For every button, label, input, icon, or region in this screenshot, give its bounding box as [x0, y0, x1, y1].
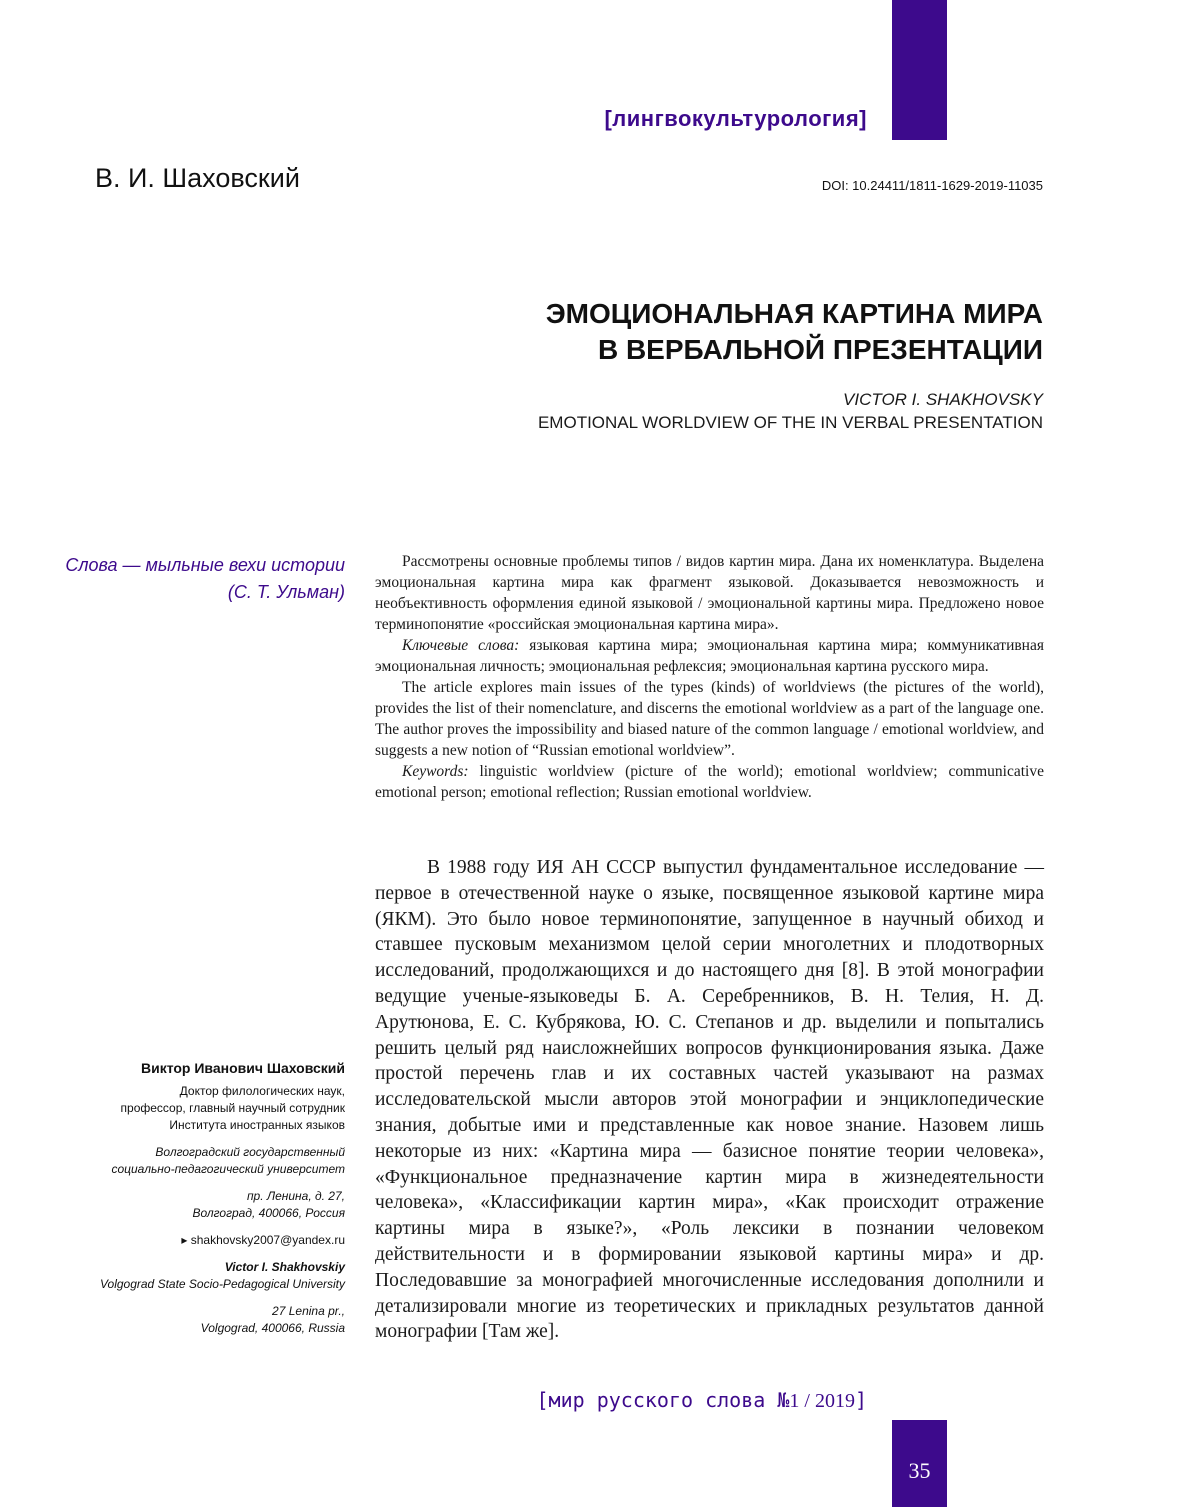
author-info: [80, 1060, 345, 1337]
info-en-univ: Volgograd State Socio-Pedagogical University: [99, 1277, 345, 1291]
info-univ-1: Волгоградский государственный: [155, 1145, 345, 1159]
top-accent-bar: [892, 0, 947, 140]
journal-close: ]: [854, 1388, 867, 1412]
epigraph-quote: Слова — мыльные вехи истории: [65, 555, 345, 575]
info-degree: Доктор филологических наук,: [179, 1084, 345, 1098]
info-institute: Института иностранных языков: [169, 1118, 345, 1132]
page-number: 35: [908, 1458, 931, 1483]
epigraph: [25, 552, 345, 606]
journal-footer: [537, 1388, 867, 1413]
keywords-ru-label: Ключевые слова:: [402, 637, 520, 654]
title-line-1: ЭМОЦИОНАЛЬНАЯ КАРТИНА МИРА: [545, 298, 1043, 329]
body-text: [375, 855, 1044, 1345]
abstract-en: The article explores main issues of the types (kinds) of worldviews (the pictures of the world), provides the list of their nomenclature, and discerns the emotional worldview as a part of the language one. The author proves the impossibility and biased nature of the common language / emotional worldview, and suggests a new notion of “Russian emotional worldview”.: [375, 679, 1044, 759]
info-univ-2: социально-педагогический университет: [111, 1162, 345, 1176]
english-author: VICTOR I. SHAKHOVSKY: [843, 390, 1043, 409]
keywords-en-label: Keywords:: [402, 763, 469, 780]
keywords-ru: [375, 635, 1044, 677]
epigraph-source: (С. Т. Ульман): [227, 582, 345, 602]
info-email[interactable]: ▸ shakhovsky2007@yandex.ru: [181, 1233, 345, 1247]
info-en-name: Victor I. Shakhovskiy: [224, 1260, 345, 1274]
article-title: [343, 296, 1043, 368]
section-label: [лингвокультурология]: [604, 106, 867, 131]
info-addr-2: Волгоград, 400066, Россия: [192, 1206, 345, 1220]
journal-issue: 1 / 2019: [789, 1390, 855, 1412]
body-paragraph: В 1988 году ИЯ АН СССР выпустил фундаментальное исследование — первое в отечественной науке о языке, посвященное языковой картине мира (ЯКМ). Это было новое терминопонятие, запущенное в научный обиход и ставшее пусковым механизмом целой серии многолетних и плодотворных исследований, продолжающихся и до настоящего дня [8]. В этой монографии ведущие ученые-языковеды Б. А. Серебренников, В. Н. Телия, Н. Д. Арутюнова, Е. С. Кубрякова, Ю. С. Степанов и др. выделили и попытались решить целый ряд наисложнейших вопросов функционирования языка. Даже простой перечень глав и их составных частей указывают на размах исследовательской мысли авторов этой монографии и энциклопедические знания, добытые ими и представленные как новое знание. Назовем лишь некоторые из них: «Картина мира — базисное понятие теории человека», «Функциональное предназначение картин мира в жизнедеятельности человека», «Классификации картин мира», «Как происходит отражение картины мира в языке?», «Роль лексики в познании человеком действительности и в формировании языковой картины мира» и др. Последовавшие за монографией многочисленные исследования дополнили и детализировали многие из теоретических и прикладных результатов данной монографии [Там же].: [375, 857, 1044, 1343]
info-position: профессор, главный научный сотрудник: [120, 1101, 345, 1115]
keywords-ru-text: языковая картина мира; эмоциональная картина мира; коммуникативная эмоциональная личность; эмоциональная рефлексия; эмоциональная картина русского мира.: [375, 637, 1044, 675]
info-en-addr-1: 27 Lenina pr.,: [272, 1304, 345, 1318]
doi-link[interactable]: DOI: 10.24411/1811-1629-2019-11035: [821, 178, 1043, 193]
abstract-ru: Рассмотрены основные проблемы типов / видов картин мира. Дана их номенклатура. Выделена эмоциональная картина мира как фрагмент языковой. Доказывается невозможность и необъективность оформления единой языковой / эмоциональной картины мира. Предложено новое терминопонятие «российская эмоциональная картина мира».: [375, 553, 1044, 633]
info-addr-1: пр. Ленина, д. 27,: [246, 1189, 345, 1203]
keywords-en-text: linguistic worldview (picture of the world); emotional worldview; communicative emotional person; emotional reflection; Russian emotional worldview.: [375, 763, 1044, 801]
english-title: EMOTIONAL WORLDVIEW OF THE IN VERBAL PRESENTATION: [537, 413, 1043, 432]
keywords-en: [375, 761, 1044, 803]
info-name: Виктор Иванович Шаховский: [140, 1060, 345, 1076]
info-en-addr-2: Volgograd, 400066, Russia: [200, 1321, 345, 1335]
title-line-2: В ВЕРБАЛЬНОЙ ПРЕЗЕНТАЦИИ: [597, 334, 1043, 365]
journal-name: [мир русского слова №: [536, 1388, 790, 1412]
author-name: В. И. Шаховский: [95, 163, 300, 193]
abstract: [375, 551, 1044, 803]
